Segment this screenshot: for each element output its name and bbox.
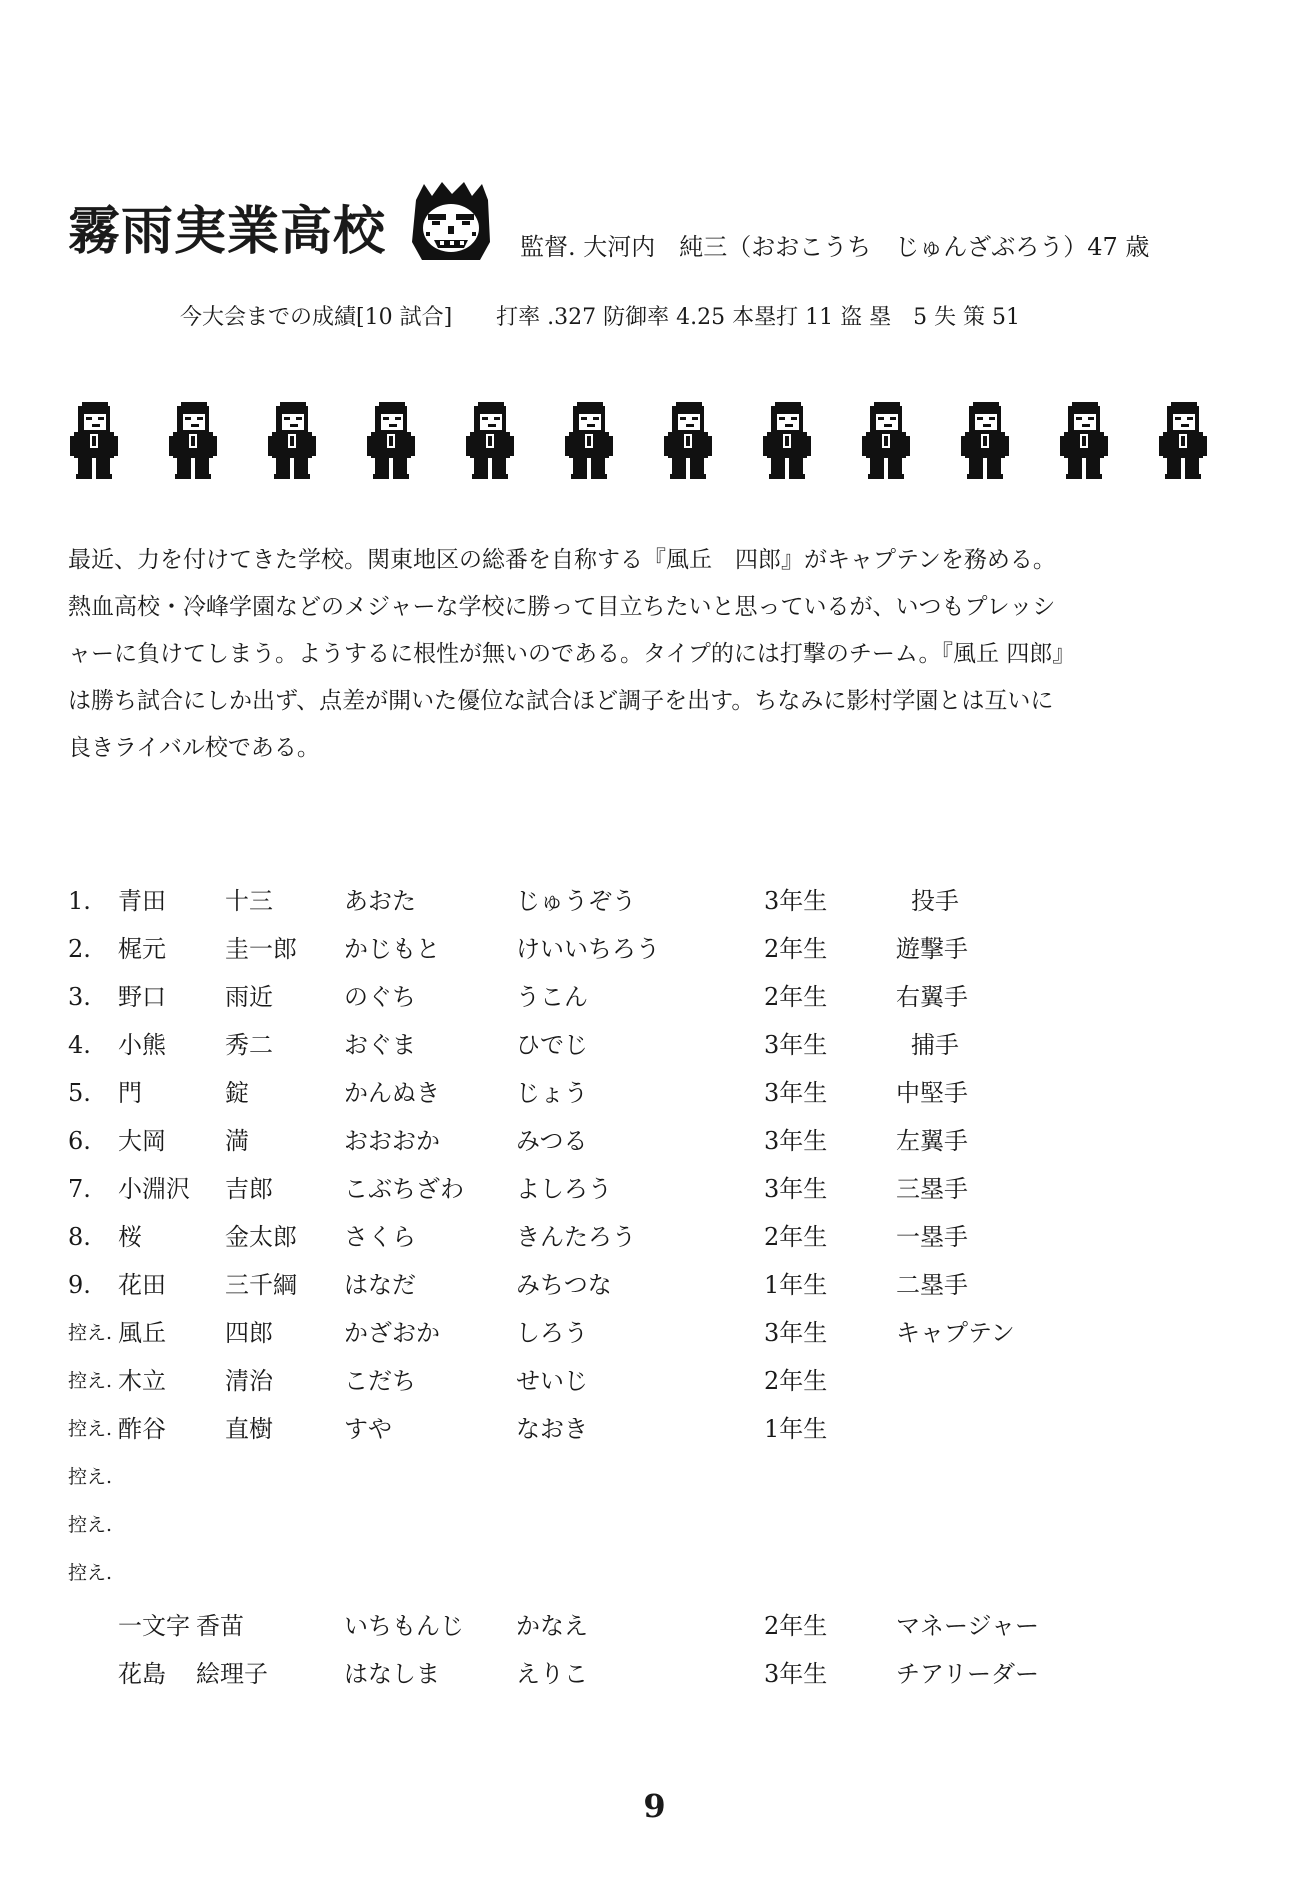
player-given-kana: じゅうぞう: [516, 887, 636, 915]
player-position: 投手: [911, 887, 959, 915]
staff-given-name: 絵理子: [196, 1660, 268, 1688]
player-given-kana: せいじ: [516, 1367, 588, 1395]
coach-portrait-icon: [408, 180, 494, 266]
player-given-name: 清治: [225, 1367, 273, 1395]
staff-row: [68, 1602, 1218, 1650]
player-number: 9.: [68, 1271, 91, 1299]
player-given-kana: なおき: [516, 1415, 588, 1443]
player-position: 遊撃手: [896, 935, 968, 963]
player-sprite-icon: [266, 400, 318, 480]
player-year: 3年生: [764, 1031, 828, 1059]
roster-row: [68, 1213, 1218, 1261]
staff-row: [68, 1650, 1218, 1698]
player-sprite-row: [68, 400, 1218, 482]
player-sprite-icon: [1157, 400, 1209, 480]
player-given-name: 錠: [225, 1079, 249, 1107]
staff-role: マネージャー: [896, 1612, 1040, 1640]
player-given-name: 満: [225, 1127, 249, 1155]
player-given-kana: うこん: [516, 983, 588, 1011]
player-given-kana: よしろう: [516, 1175, 612, 1203]
roster-row: [68, 1309, 1218, 1357]
player-surname: 酢谷: [118, 1415, 166, 1443]
player-surname-kana: さくら: [344, 1223, 416, 1251]
player-surname: 野口: [118, 983, 166, 1011]
school-description: [68, 537, 1218, 772]
player-given-name: 四郎: [225, 1319, 273, 1347]
player-sprite-icon: [464, 400, 516, 480]
player-surname-kana: あおた: [344, 887, 416, 915]
player-position: 中堅手: [896, 1079, 968, 1107]
description-line: は勝ち試合にしか出ず、点差が開いた優位な試合ほど調子を出す。ちなみに影村学園とは互いに: [68, 688, 1054, 714]
player-position: 二塁手: [896, 1271, 968, 1299]
player-year: 3年生: [764, 887, 828, 915]
player-position: 三塁手: [896, 1175, 968, 1203]
player-position: 一塁手: [896, 1223, 968, 1251]
player-given-name: 吉郎: [225, 1175, 273, 1203]
player-number: 7.: [68, 1175, 91, 1203]
description-line: 熱血高校・冷峰学園などのメジャーな学校に勝って目立ちたいと思っているが、いつもプレッシ: [68, 594, 1056, 620]
staff-year: 3年生: [764, 1660, 828, 1688]
player-year: 3年生: [764, 1127, 828, 1155]
player-surname-kana: かじもと: [344, 935, 440, 963]
staff-surname-kana: はなしま: [344, 1660, 440, 1688]
tournament-stats: 今大会までの成績[10 試合] 打率 .327 防御率 4.25 本塁打 11 盗 塁 5 失 策 51: [180, 305, 1021, 330]
description-line: 良きライバル校である。: [68, 735, 320, 761]
player-given-kana: きんたろう: [516, 1223, 636, 1251]
roster-row: [68, 1069, 1218, 1117]
player-year: 3年生: [764, 1079, 828, 1107]
player-surname: 大岡: [118, 1127, 166, 1155]
player-surname-kana: はなだ: [344, 1271, 416, 1299]
roster-row: [68, 1165, 1218, 1213]
player-surname-kana: こだち: [344, 1367, 416, 1395]
player-number: 控え.: [68, 1514, 113, 1536]
player-surname-kana: おおおか: [344, 1127, 440, 1155]
roster-row: [68, 1357, 1218, 1405]
staff-given-kana: えりこ: [516, 1660, 588, 1688]
player-given-name: 圭一郎: [225, 935, 297, 963]
roster-row: [68, 1405, 1218, 1453]
player-number: 控え.: [68, 1370, 113, 1392]
player-year: 2年生: [764, 1367, 828, 1395]
player-surname: 門: [118, 1079, 142, 1107]
player-roster: [68, 877, 1218, 1597]
coach-info: 監督. 大河内 純三（おおこうち じゅんざぶろう）47 歳: [520, 233, 1150, 261]
player-given-kana: けいいちろう: [516, 935, 660, 963]
player-given-kana: ひでじ: [516, 1031, 588, 1059]
player-surname-kana: のぐち: [344, 983, 416, 1011]
player-given-name: 秀二: [225, 1031, 273, 1059]
player-surname-kana: すや: [344, 1415, 392, 1443]
player-surname-kana: かんぬき: [344, 1079, 440, 1107]
description-line: 最近、力を付けてきた学校。関東地区の総番を自称する『風丘 四郎』がキャプテンを務める。: [68, 547, 1056, 573]
player-surname: 桜: [118, 1223, 142, 1251]
player-number: 6.: [68, 1127, 91, 1155]
staff-surname: 一文字: [118, 1612, 190, 1640]
player-year: 1年生: [764, 1415, 828, 1443]
player-number: 控え.: [68, 1562, 113, 1584]
player-given-name: 金太郎: [225, 1223, 297, 1251]
player-surname: 梶元: [118, 935, 166, 963]
player-sprite-icon: [563, 400, 615, 480]
player-surname: 小熊: [118, 1031, 166, 1059]
player-given-name: 十三: [225, 887, 273, 915]
player-position: 右翼手: [896, 983, 968, 1011]
player-given-name: 雨近: [225, 983, 273, 1011]
player-sprite-icon: [167, 400, 219, 480]
staff-surname-kana: いちもんじ: [344, 1612, 464, 1640]
player-sprite-icon: [662, 400, 714, 480]
roster-row: [68, 877, 1218, 925]
player-surname: 小淵沢: [118, 1175, 190, 1203]
player-year: 3年生: [764, 1319, 828, 1347]
player-sprite-icon: [860, 400, 912, 480]
player-surname: 青田: [118, 887, 166, 915]
player-given-name: 直樹: [225, 1415, 273, 1443]
player-surname: 花田: [118, 1271, 166, 1299]
roster-row: [68, 1117, 1218, 1165]
school-header: [68, 180, 1218, 270]
player-given-kana: しろう: [516, 1319, 588, 1347]
description-line: ャーに負けてしまう。ようするに根性が無いのである。タイプ的には打撃のチーム。『風丘 四郎』: [68, 641, 1076, 667]
player-surname: 木立: [118, 1367, 166, 1395]
player-number: 1.: [68, 887, 91, 915]
player-number: 5.: [68, 1079, 91, 1107]
player-number: 控え.: [68, 1466, 113, 1488]
player-surname-kana: こぶちざわ: [344, 1175, 464, 1203]
page-number: 9: [643, 1787, 666, 1825]
roster-row: [68, 973, 1218, 1021]
player-position: 左翼手: [896, 1127, 968, 1155]
staff-given-kana: かなえ: [516, 1612, 588, 1640]
player-number: 8.: [68, 1223, 91, 1251]
player-sprite-icon: [1058, 400, 1110, 480]
roster-row: [68, 1549, 1218, 1597]
player-given-kana: みちつな: [516, 1271, 612, 1299]
player-position: キャプテン: [896, 1319, 1015, 1347]
player-sprite-icon: [68, 400, 120, 480]
school-name: 霧雨実業高校: [68, 202, 387, 262]
player-given-kana: みつる: [516, 1127, 588, 1155]
roster-row: [68, 1021, 1218, 1069]
player-number: 3.: [68, 983, 91, 1011]
player-sprite-icon: [365, 400, 417, 480]
player-surname-kana: かざおか: [344, 1319, 440, 1347]
staff-role: チアリーダー: [896, 1660, 1040, 1688]
roster-row: [68, 1501, 1218, 1549]
staff-surname: 花島: [118, 1660, 166, 1688]
player-year: 2年生: [764, 983, 828, 1011]
player-surname-kana: おぐま: [344, 1031, 416, 1059]
player-number: 4.: [68, 1031, 91, 1059]
player-year: 1年生: [764, 1271, 828, 1299]
player-number: 控え.: [68, 1418, 113, 1440]
player-year: 2年生: [764, 1223, 828, 1251]
player-surname: 風丘: [118, 1319, 166, 1347]
roster-row: [68, 925, 1218, 973]
player-sprite-icon: [959, 400, 1011, 480]
player-given-name: 三千綱: [225, 1271, 297, 1299]
player-year: 3年生: [764, 1175, 828, 1203]
player-number: 控え.: [68, 1322, 113, 1344]
staff-given-name: 香苗: [196, 1612, 244, 1640]
roster-row: [68, 1261, 1218, 1309]
player-given-kana: じょう: [516, 1079, 588, 1107]
player-year: 2年生: [764, 935, 828, 963]
player-sprite-icon: [761, 400, 813, 480]
player-number: 2.: [68, 935, 91, 963]
player-position: 捕手: [911, 1031, 959, 1059]
support-staff: [68, 1602, 1218, 1698]
roster-row: [68, 1453, 1218, 1501]
staff-year: 2年生: [764, 1612, 828, 1640]
